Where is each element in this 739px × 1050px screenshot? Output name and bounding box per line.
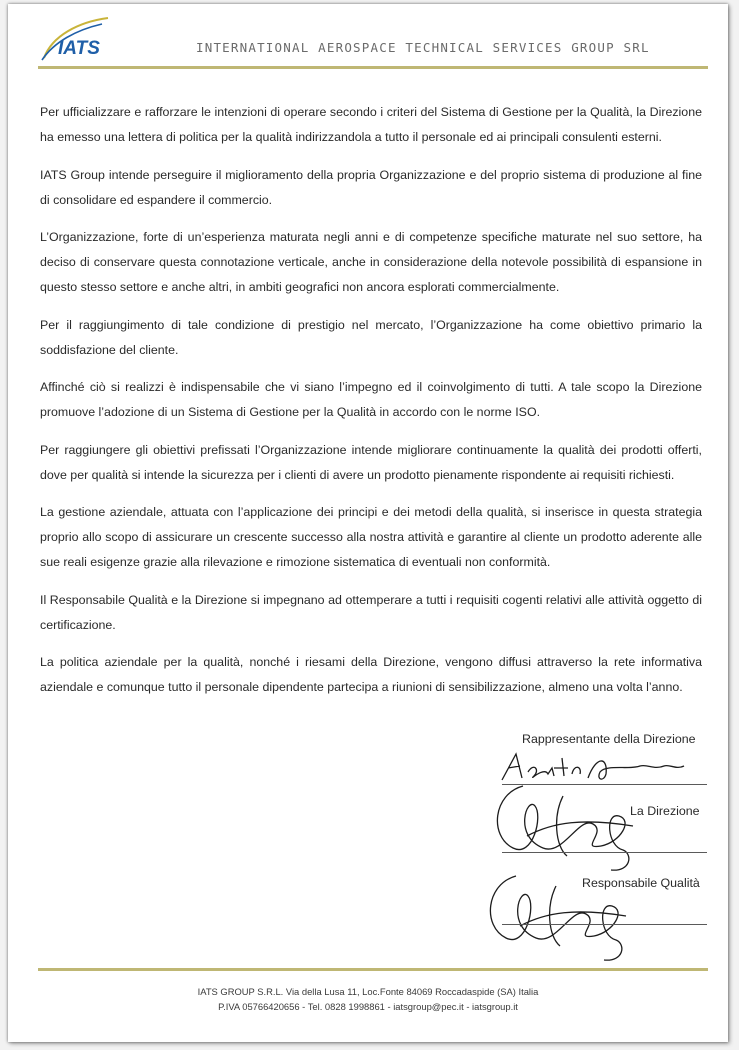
footer-contacts: P.IVA 05766420656 - Tel. 0828 1998861 - iatsgroup@pec.it - iatsgroup.it — [218, 1001, 518, 1012]
footer-address: IATS GROUP S.R.L. Via della Lusa 11, Loc.Fonte 84069 Roccadaspide (SA) Italia — [197, 986, 539, 997]
company-header: INTERNATIONAL AEROSPACE TECHNICAL SERVICES GROUP SRL — [196, 40, 650, 55]
direzione-label: La Direzione — [630, 804, 700, 818]
paragraph: Il Responsabile Qualità e la Direzione si impegnano ad ottemperare a tutti i requisiti cogenti relativi alle attività oggetto di certificazione. — [40, 592, 702, 632]
paragraph: L’Organizzazione, forte di un’esperienza maturata negli anni e di competenze specifiche maturate nel suo settore, ha deciso di conservare questa connotazione verticale, anche in considerazione della notevole possibilità di espansione in questo stesso settore e anche altri, in ambiti geografici non ancora esplorati commercialmente. — [40, 230, 702, 294]
signature-line — [502, 852, 707, 853]
paragraph: Per il raggiungimento di tale condizione di prestigio nel mercato, l’Organizzazione ha come obiettivo primario la soddisfazione del cliente. — [40, 317, 702, 357]
paragraph: Per raggiungere gli obiettivi prefissati l’Organizzazione intende migliorare continuamente la qualità dei prodotti offerti, dove per qualità si intende la sicurezza per i clienti di avere un prodotto pienamente rispondente ai requisiti richiesti. — [40, 442, 702, 482]
signature-line — [502, 784, 707, 785]
footer — [8, 984, 728, 1014]
paragraph: La politica aziendale per la qualità, nonché i riesami della Direzione, vengono diffusi attraverso la rete informativa aziendale e comunque tutto il personale dipendente partecipa a riunioni di sensibilizzazione, almeno una volta l’anno. — [40, 655, 702, 694]
header-rule — [38, 66, 708, 69]
direzione-signature — [483, 776, 653, 876]
paragraph: Affinché ciò si realizzi è indispensabile che vi siano l’impegno ed il coinvolgimento di tutti. A tale scopo la Direzione promuove l’adozione di un Sistema di Gestione per la Qualità in accordo con le norme ISO. — [40, 380, 702, 419]
paragraph: Per ufficializzare e rafforzare le intenzioni di operare secondo i criteri del Sistema di Gestione per la Qualità, la Direzione ha emesso una lettera di politica per la qualità indirizzandola a tutto il personale ed ai principali consulenti esterni. — [40, 105, 702, 144]
footer-rule — [38, 968, 708, 971]
responsabile-label: Responsabile Qualità — [582, 876, 700, 890]
paragraph: La gestione aziendale, attuata con l’applicazione dei principi e dei metodi della qualità, si inserisce in questa strategia proprio allo scopo di assicurare un crescente successo alla nostra attività e garantire al cliente un prodotto aderente alle sue reali esigenze grazie alla rilevazione e rimozione sistematica di eventuali non conformità. — [40, 505, 702, 569]
svg-text:IATS: IATS — [58, 38, 100, 59]
rappresentante-signature — [488, 748, 718, 788]
policy-text — [40, 100, 702, 713]
iats-logo — [38, 16, 118, 66]
document-page — [8, 4, 728, 1042]
paragraph: IATS Group intende perseguire il miglioramento della propria Organizzazione e del proprio sistema di produzione al fine di consolidare ed espandere il commercio. — [40, 167, 702, 207]
signature-line — [502, 924, 707, 925]
rappresentante-label: Rappresentante della Direzione — [522, 732, 696, 746]
